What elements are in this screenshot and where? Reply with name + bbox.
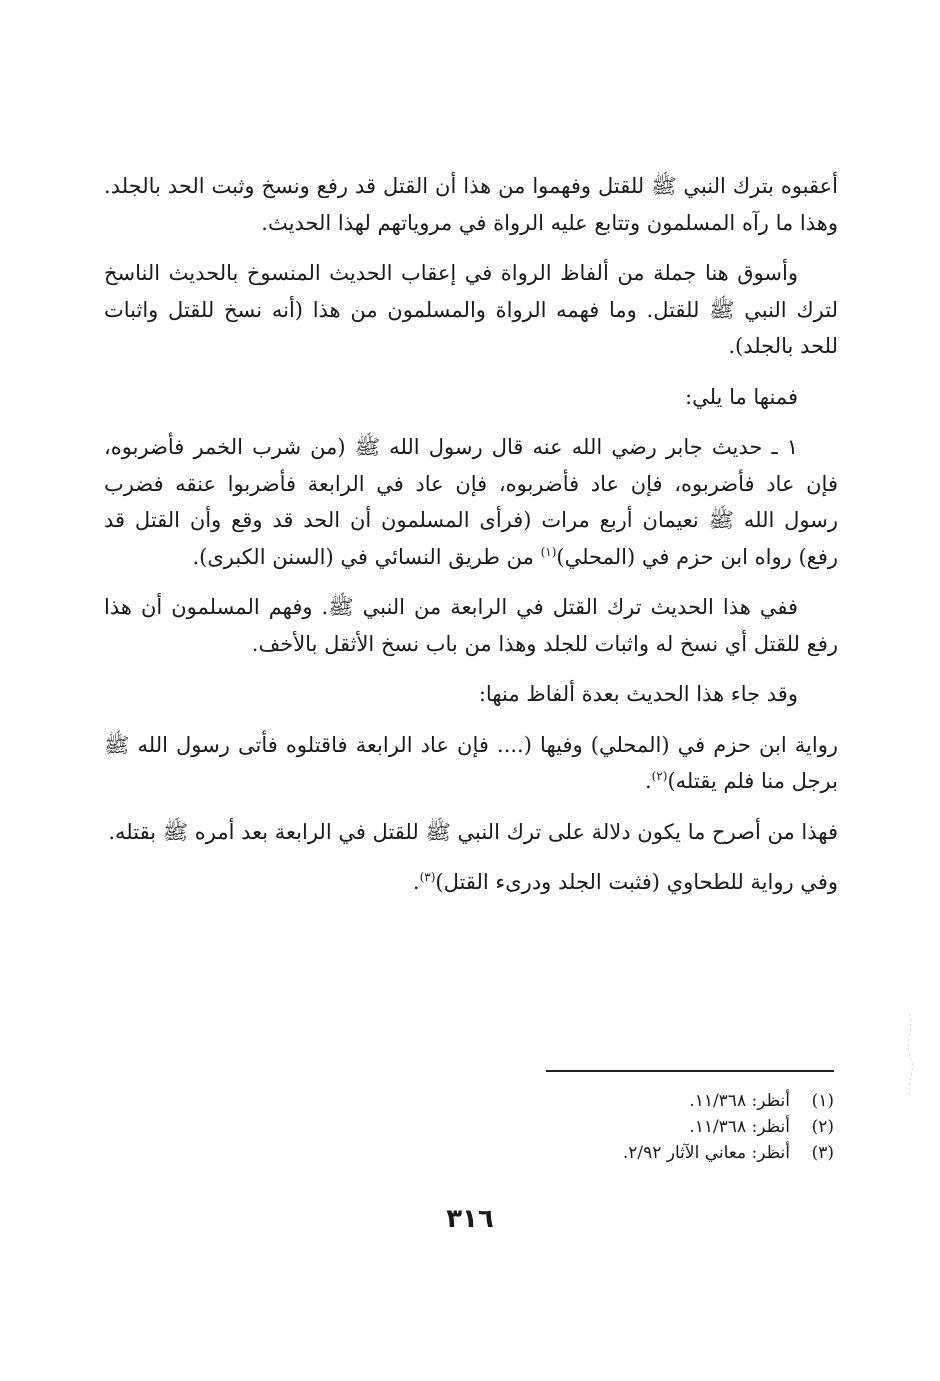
paragraph-9-text-end: . — [412, 870, 420, 894]
paragraph-7-text: رواية ابن حزم في (المحلي) وفيها (.... فإن عاد الرابعة فاقتلوه فأتى رسول الله ﷺ برجل منا فلم يقتله) — [104, 732, 838, 793]
footnote-number: (٢) — [811, 1117, 834, 1137]
footnote-text: أنظر: معاني الآثار ٢/٩٢. — [622, 1143, 790, 1163]
paragraph-8: فهذا من أصرح ما يكون دلالة على ترك النبي ﷺ للقتل في الرابعة بعد أمره ﷺ بقتله. — [108, 819, 838, 844]
paragraph-6: وقد جاء هذا الحديث بعدة ألفاظ منها: — [478, 682, 798, 706]
footnote-text: أنظر: ١١/٣٦٨. — [689, 1117, 790, 1137]
footnote-3 — [300, 1140, 834, 1166]
paragraph-1: أعقبوه بترك النبي ﷺ للقتل وفهموا من هذا أن القتل قد رفع ونسخ وثبت الحد بالجلد. وهذا ما رآه المسلمون وتتابع عليه الرواة في مروياتهم لهذا الحديث. — [104, 174, 838, 235]
paragraph-9 — [104, 864, 838, 901]
paragraph-7-text-end: . — [644, 769, 652, 793]
footnote-number: (١) — [811, 1091, 834, 1111]
footnote-2 — [300, 1114, 834, 1140]
footnotes — [300, 1088, 834, 1166]
paragraph-4-text: ١ ـ حديث جابر رضي الله عنه قال رسول الله ﷺ (من شرب الخمر فأضربوه، فإن عاد فأضربوه، فإن عاد فأضربوه، فإن عاد في الرابعة فأضربوا عنقه فضرب رسول الله ﷺ نعيمان أربع مرات (فرأى المسلمون أن الحد قد وقع وأن القتل قد رفع) رواه ابن حزم في (المحلي) — [104, 435, 838, 569]
footnote-ref-1: (١) — [540, 544, 557, 559]
paragraph-9-text: وفي رواية للطحاوي (فثبت الجلد ودرىء القتل) — [435, 870, 838, 894]
footnote-ref-3: (٣) — [419, 870, 436, 884]
page-number: ٣١٦ — [446, 1204, 494, 1234]
footnote-ref-2: (٢) — [651, 769, 668, 783]
scan-artifact — [898, 1010, 922, 1100]
paragraph-7 — [104, 727, 838, 800]
paragraph-2: وأسوق هنا جملة من ألفاظ الرواة في إعقاب الحديث المنسوخ بالحديث الناسخ لترك النبي ﷺ للقتل. وما فهمه الرواة والمسلمون من هذا (أنه نسخ للقتل واثبات للحد بالجلد). — [104, 261, 838, 358]
footnote-number: (٣) — [811, 1143, 834, 1163]
paragraph-4-text-end: من طريق النسائي في (السنن الكبرى). — [192, 544, 541, 569]
footnote-1 — [300, 1088, 834, 1114]
paragraph-4 — [104, 429, 838, 575]
paragraph-3: فمنها ما يلي: — [685, 384, 798, 409]
main-text — [104, 168, 838, 901]
footnote-separator — [546, 1070, 834, 1072]
footnote-text: أنظر: ١١/٣٦٨. — [689, 1091, 790, 1111]
paragraph-5: ففي هذا الحديث ترك القتل في الرابعة من النبي ﷺ. وفهم المسلمون أن هذا رفع للقتل أي نسخ له واثبات للجلد وهذا من باب نسخ الأثقل بالأخف. — [104, 595, 838, 656]
